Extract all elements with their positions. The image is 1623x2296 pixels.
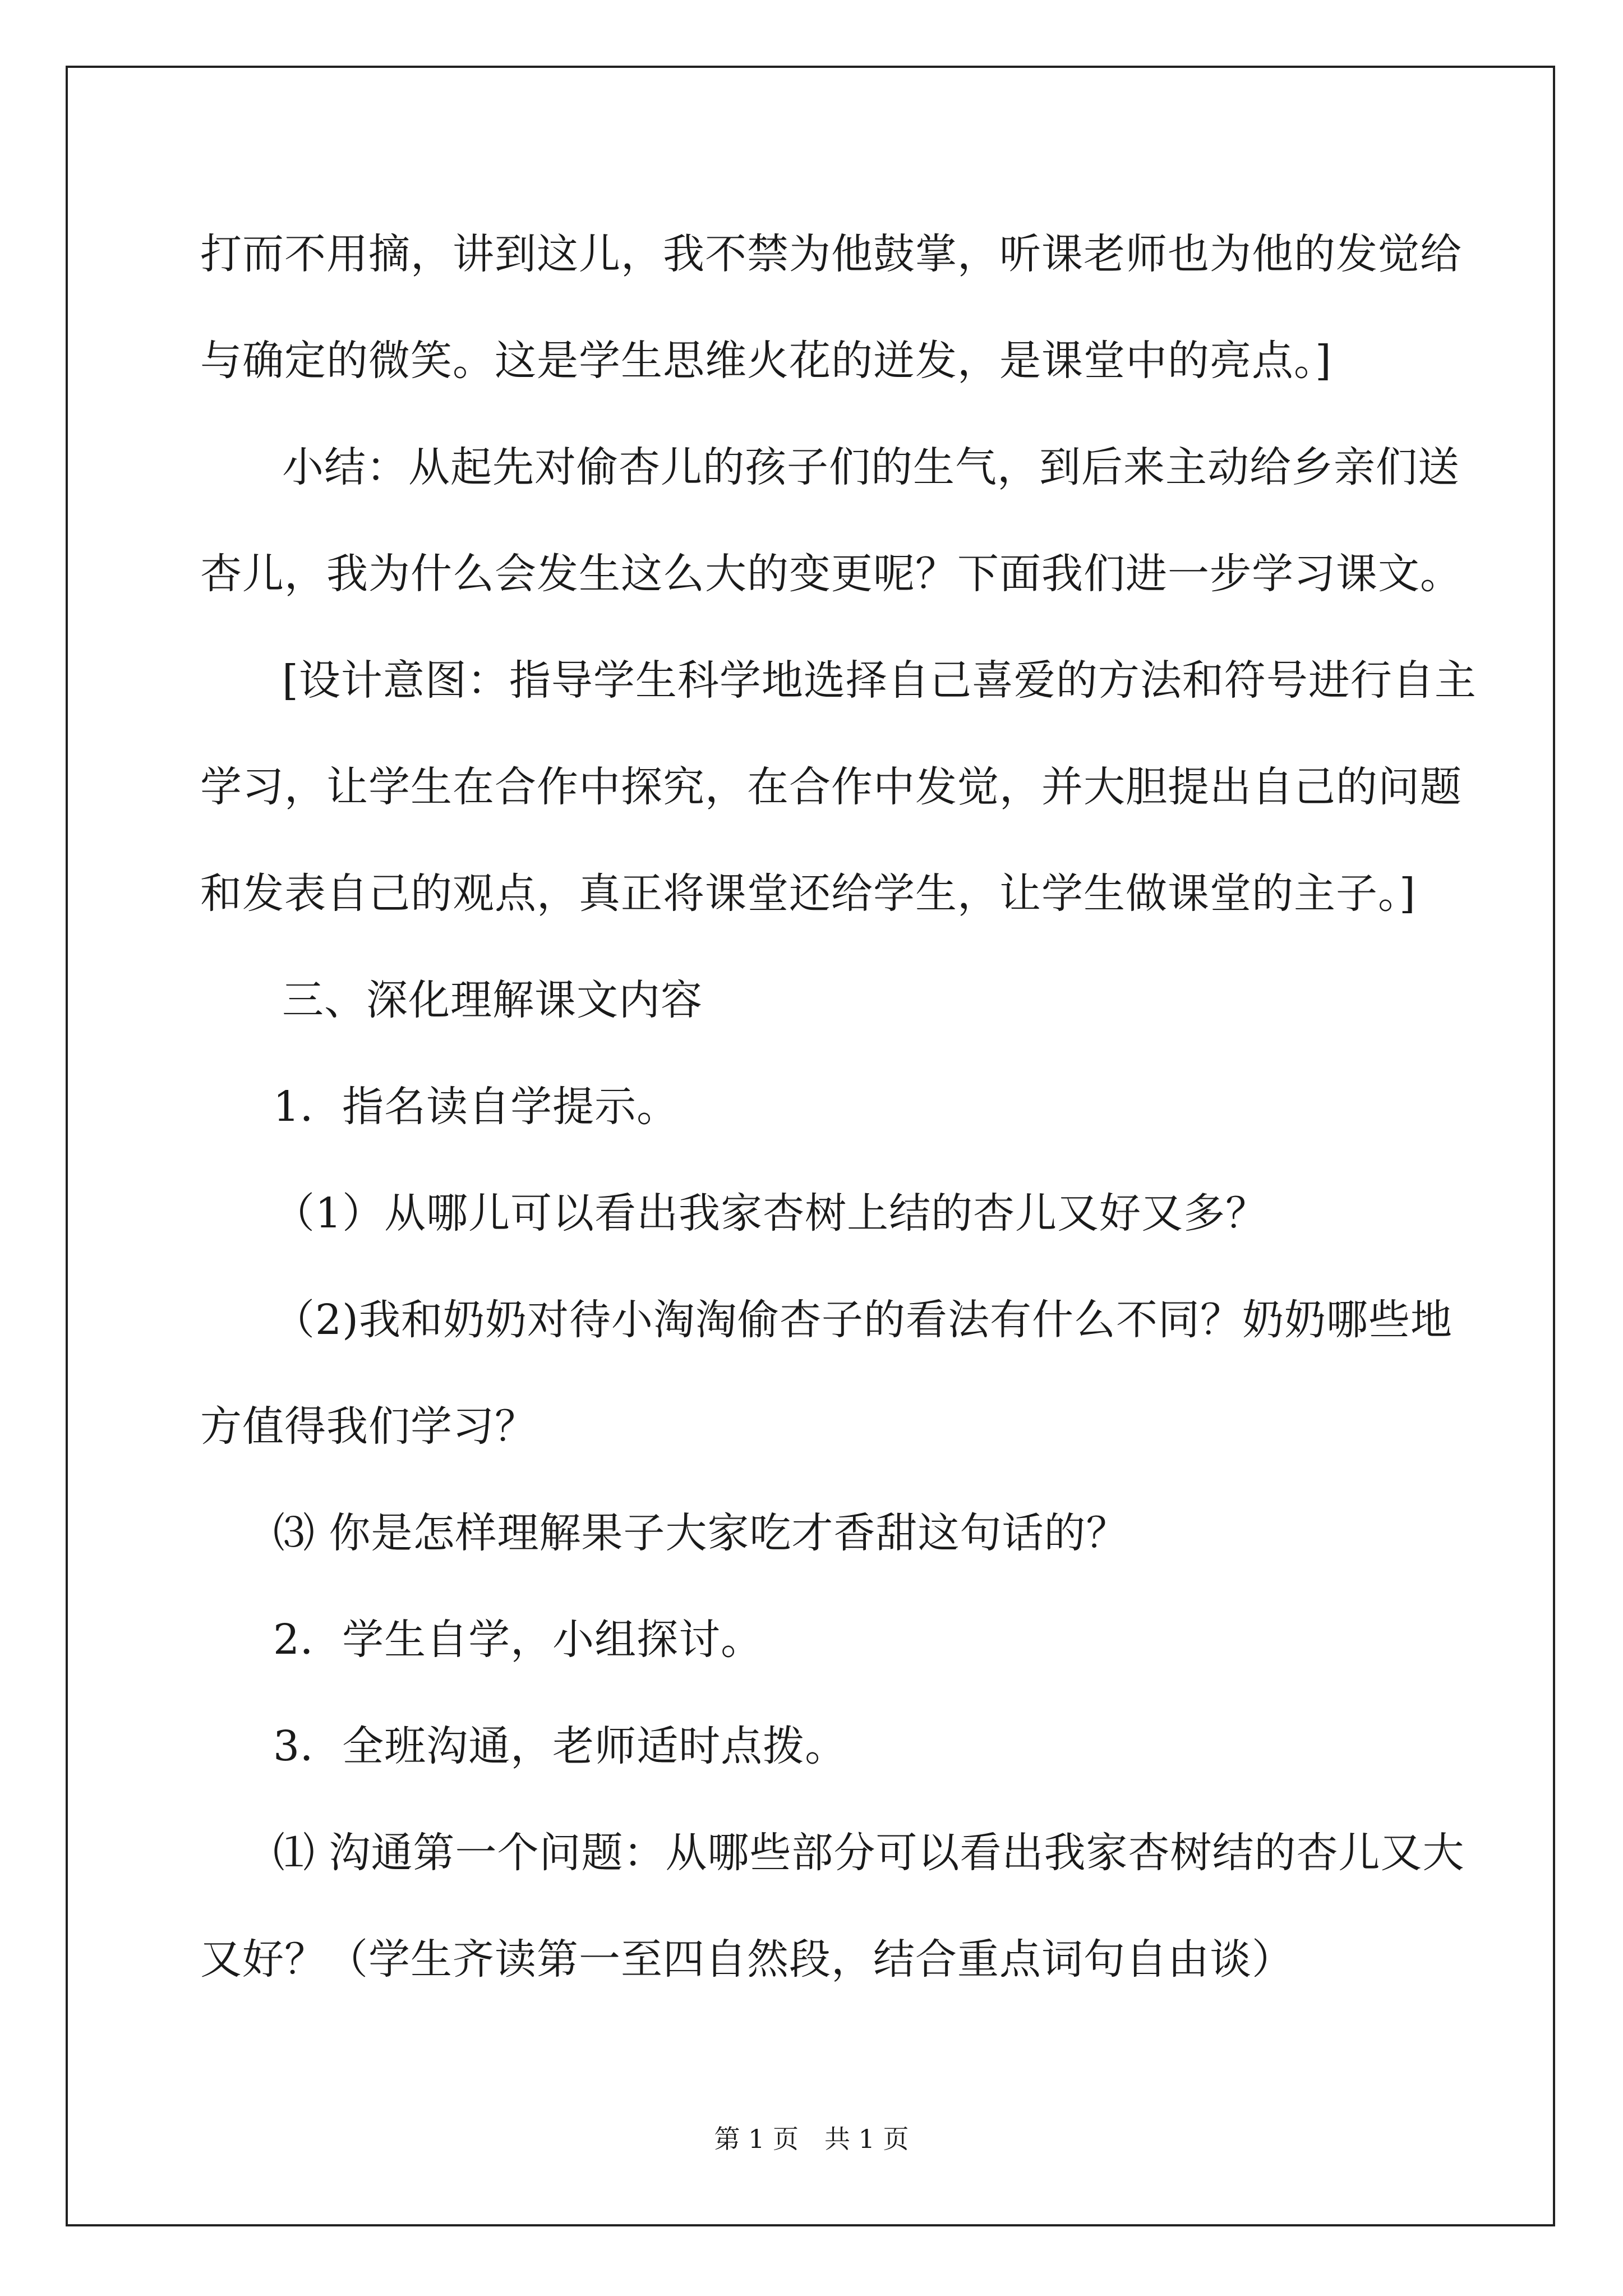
text-line-5: [设计意图：指导学生科学地选择自己喜爱的方法和符号进行自主 [282,656,1477,705]
text-line-14: 2．学生自学，小组探讨。 [273,1616,763,1664]
text-line-7: 和发表自己的观点，真正将课堂还给学生，让学生做课堂的主子。] [200,869,1416,918]
text-line-16: ⑴ 沟通第一个问题：从哪些部分可以看出我家杏树结的杏儿又大 [273,1829,1465,1877]
text-line-9: 1．指名读自学提示。 [273,1083,679,1131]
text-line-15: 3．全班沟通，老师适时点拨。 [273,1722,847,1770]
text-line-11: （2)我和奶奶对待小淘淘偷杏子的看法有什么不同？奶奶哪些地 [273,1296,1453,1344]
text-line-2: 与确定的微笑。这是学生思维火花的迸发，是课堂中的亮点。] [200,337,1332,385]
text-line-4: 杏儿，我为什么会发生这么大的变更呢？下面我们进一步学习课文。 [200,550,1462,598]
text-line-12: 方值得我们学习？ [200,1402,537,1451]
text-line-6: 学习，让学生在合作中探究，在合作中发觉，并大胆提出自己的问题 [200,763,1462,811]
text-line-10: （1）从哪儿可以看出我家杏树上结的杏儿又好又多？ [273,1189,1268,1237]
page-number-footer: 第 1 页 共 1 页 [714,2124,909,2154]
text-line-1: 打而不用摘，讲到这儿，我不禁为他鼓掌，听课老师也为他的发觉给 [200,230,1462,278]
section-heading: 三、深化理解课文内容 [282,976,703,1024]
text-line-17: 又好？（学生齐读第一至四自然段，结合重点词句自由谈） [200,1935,1294,1984]
text-line-13: ⑶ 你是怎样理解果子大家吃才香甜这句话的？ [273,1509,1128,1557]
page-border [66,66,1555,2226]
text-line-3: 小结：从起先对偷杏儿的孩子们的生气，到后来主动给乡亲们送 [282,443,1460,491]
